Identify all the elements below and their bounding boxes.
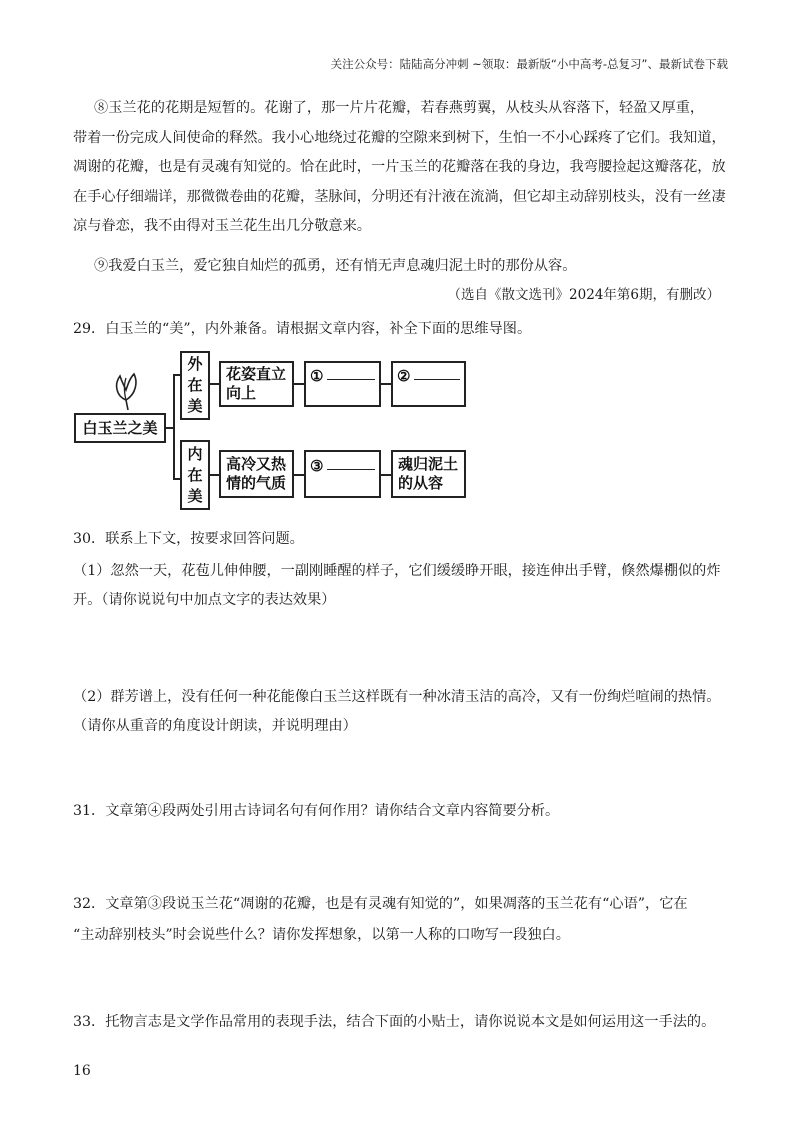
dotted-char: 棚	[663, 563, 678, 579]
page-number: 16	[73, 1063, 91, 1079]
question-32	[73, 889, 688, 951]
node-text: 向上	[226, 384, 257, 402]
paragraph-line: 凋谢的花瓣，也是有灵魂有知觉的。恰在此时，一片玉兰的花瓣落在我的身边，我弯腰捡起这瓣落花，放	[73, 159, 726, 176]
node-text: 魂归泥土	[398, 455, 459, 473]
dotted-char: 爆	[649, 563, 664, 579]
inner-char: 内	[187, 444, 203, 463]
paragraph-line: 带着一份完成人间使命的释然。我小心地绕过花瓣的空隙来到树下，生怕一不小心踩疼了它们。我知道，	[73, 129, 726, 146]
q32-line1: 32．文章第③段说玉兰花“凋谢的花瓣，也是有灵魂有知觉的”，如果凋落的玉兰花有“心语”，它在	[73, 896, 688, 912]
question-30-2	[73, 683, 720, 741]
magnolia-flower-icon	[108, 370, 144, 410]
node-text: 高冷又热	[226, 455, 287, 473]
blank-label: ③	[310, 457, 324, 475]
question-31: 31．文章第④段两处引用古诗词名句有何作用？请你结合文章内容简要分析。	[73, 803, 560, 819]
blank-node-1	[304, 361, 381, 407]
blank-label: ①	[310, 367, 324, 385]
q30-2-line2: （请你从重音的角度设计朗读，并说明理由）	[73, 718, 357, 734]
inner-beauty-node	[180, 440, 210, 510]
paragraph-9: ⑨我爱白玉兰，爱它独自灿烂的孤勇，还有悄无声息魂归泥土时的那份从容。	[94, 258, 577, 274]
outer-beauty-node	[180, 351, 210, 420]
page-header: 关注公众号：陆陆高分冲刺 ~领取：最新版“小中高考-总复习”、最新试卷下载	[330, 57, 728, 71]
paragraph-line: 凉与眷恋，我不由得对玉兰花生出几分敬意来。	[73, 218, 371, 235]
outer-char: 在	[187, 376, 203, 394]
q32-line2: “主动辞别枝头”时会说些什么？请你发挥想象，以第一人称的口吻写一段独白。	[73, 927, 570, 943]
question-30-1	[73, 557, 721, 615]
root-node: 白玉兰之美	[74, 413, 166, 443]
question-30: 30．联系上下文，按要求回答问题。	[73, 531, 304, 547]
blank-label: ②	[397, 367, 411, 385]
q30-1-line2: 开。（请你说说句中加点文字的表达效果）	[73, 592, 336, 608]
paragraph-line: ⑧玉兰花的花期是短暂的。花谢了，那一片片花瓣，若春燕剪翼，从枝头从容落下，轻盈又厚重，	[94, 100, 705, 116]
dotted-char: 然	[635, 563, 650, 579]
q30-2-line1: （2）群芳谱上，没有任何一种花能像白玉兰这样既有一种冰清玉洁的高冷，又有一份绚烂喧闹的热情。	[73, 689, 721, 705]
inner-node-return-soil	[391, 450, 466, 498]
inner-char: 美	[187, 486, 203, 505]
paragraph-line: 在手心仔细端详，那微微卷曲的花瓣，茎脉间，分明还有汁液在流淌，但它却主动辞别枝头，没有一丝凄	[73, 188, 726, 205]
outer-char: 美	[187, 397, 203, 415]
dotted-char: 倏	[621, 563, 636, 579]
blank-node-3	[304, 450, 381, 498]
q30-1-text: 似的炸	[677, 563, 721, 579]
inner-char: 在	[187, 465, 203, 484]
outer-char: 外	[187, 355, 203, 373]
outer-node-posture	[219, 361, 294, 407]
q30-1-text: （1）忽然一天，花苞儿伸伸腰，一副刚睡醒的样子，它们缓缓睁开眼，接连伸出手臂，	[73, 563, 622, 579]
blank-node-2	[391, 361, 466, 407]
node-text: 的从容	[398, 474, 444, 492]
question-29: 29．白玉兰的“美”，内外兼备。请根据文章内容，补全下面的思维导图。	[73, 321, 532, 337]
paragraph-8	[73, 94, 733, 242]
question-33: 33．托物言志是文学作品常用的表现手法，结合下面的小贴士，请你说说本文是如何运用这一手法的。	[73, 1014, 716, 1030]
node-text: 花姿直立	[226, 365, 287, 383]
source-citation: （选自《散文选刊》2024年第6期，有删改）	[447, 287, 720, 303]
inner-node-temperament	[219, 450, 294, 498]
node-text: 情的气质	[226, 474, 287, 492]
mind-map	[72, 346, 472, 512]
